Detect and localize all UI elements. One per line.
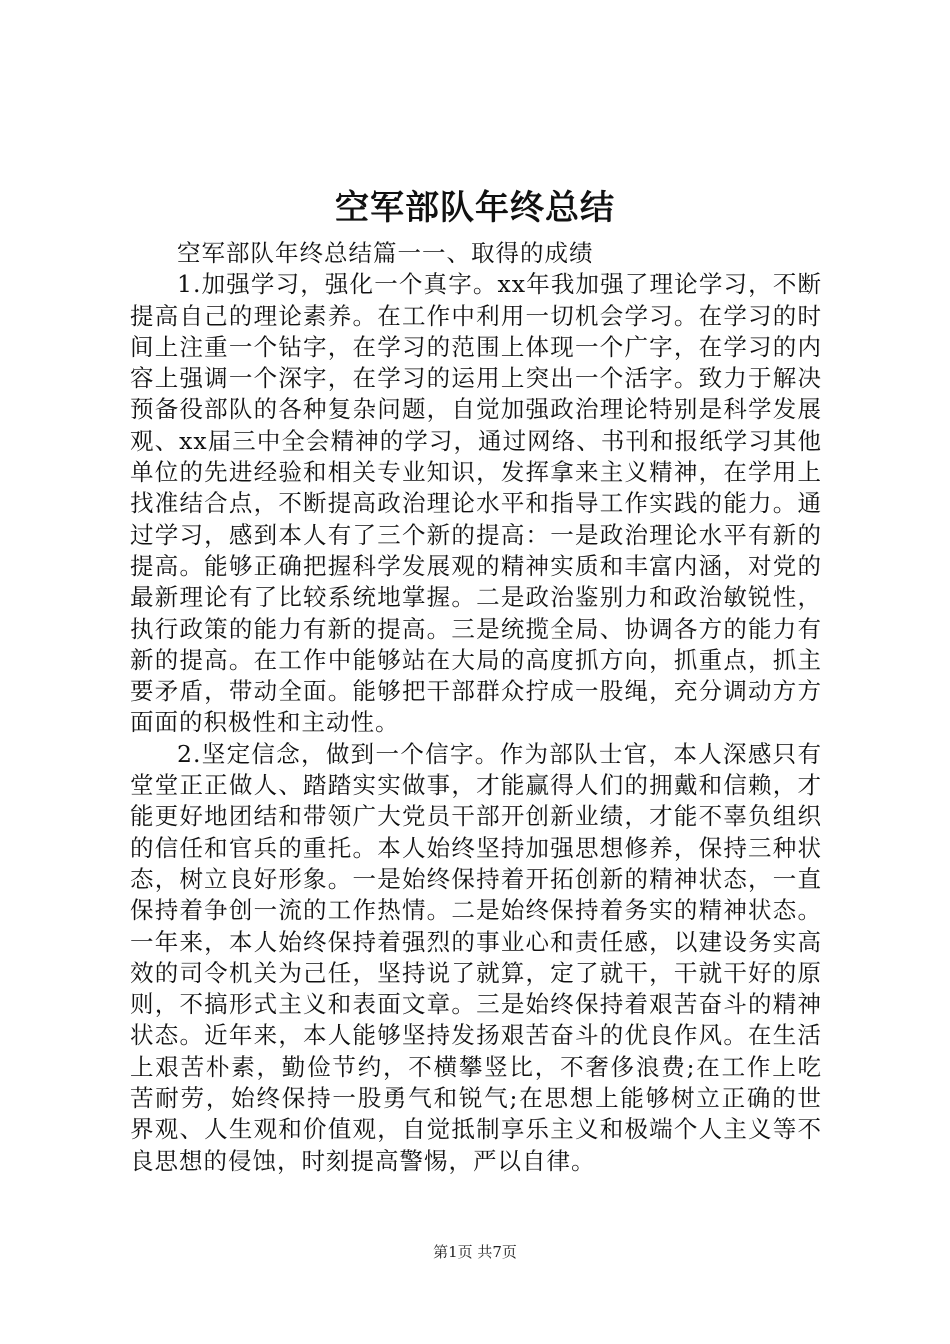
document-body	[130, 238, 822, 1177]
paragraph-study: 1.加强学习，强化一个真字。xx年我加强了理论学习，不断提高自己的理论素养。在工作中利用一切机会学习。在学习的时间上注重一个钻字，在学习的范围上体现一个广字，在学习的内容上强调一个深字，在学习的运用上突出一个活字。致力于解决预备役部队的各种复杂问题，自觉加强政治理论特别是科学发展观、xx届三中全会精神的学习，通过网络、书刊和报纸学习其他单位的先进经验和相关专业知识，发挥拿来主义精神，在学用上找准结合点，不断提高政治理论水平和指导工作实践的能力。通过学习，感到本人有了三个新的提高：一是政治理论水平有新的提高。能够正确把握科学发展观的精神实质和丰富内涵，对党的最新理论有了比较系统地掌握。二是政治鉴别力和政治敏锐性，执行政策的能力有新的提高。三是统揽全局、协调各方的能力有新的提高。在工作中能够站在大局的高度抓方向，抓重点，抓主要矛盾，带动全面。能够把干部群众拧成一股绳，充分调动方方面面的积极性和主动性。	[130, 270, 822, 737]
paragraph-intro: 空军部队年终总结篇一一、取得的成绩	[177, 239, 594, 267]
paragraph-belief: 2.坚定信念，做到一个信字。作为部队士官，本人深感只有堂堂正正做人、踏踏实实做事，才能赢得人们的拥戴和信赖，才能更好地团结和带领广大党员干部开创新业绩，才能不辜负组织的信任和官兵的重托。本人始终坚持加强思想修养，保持三种状态，树立良好形象。一是始终保持着开拓创新的精神状态，一直保持着争创一流的工作热情。二是始终保持着务实的精神状态。一年来，本人始终保持着强烈的事业心和责任感，以建设务实高效的司令机关为己任，坚持说了就算，定了就干，干就干好的原则，不搞形式主义和表面文章。三是始终保持着艰苦奋斗的精神状态。近年来，本人能够坚持发扬艰苦奋斗的优良作风。在生活上艰苦朴素，勤俭节约，不横攀竖比，不奢侈浪费;在工作上吃苦耐劳，始终保持一股勇气和锐气;在思想上能够树立正确的世界观、人生观和价值观，自觉抵制享乐主义和极端个人主义等不良思想的侵蚀，时刻提高警惕，严以自律。	[130, 739, 822, 1175]
page-footer: 第1页 共7页	[433, 1243, 517, 1261]
document-title: 空军部队年终总结	[335, 188, 615, 228]
